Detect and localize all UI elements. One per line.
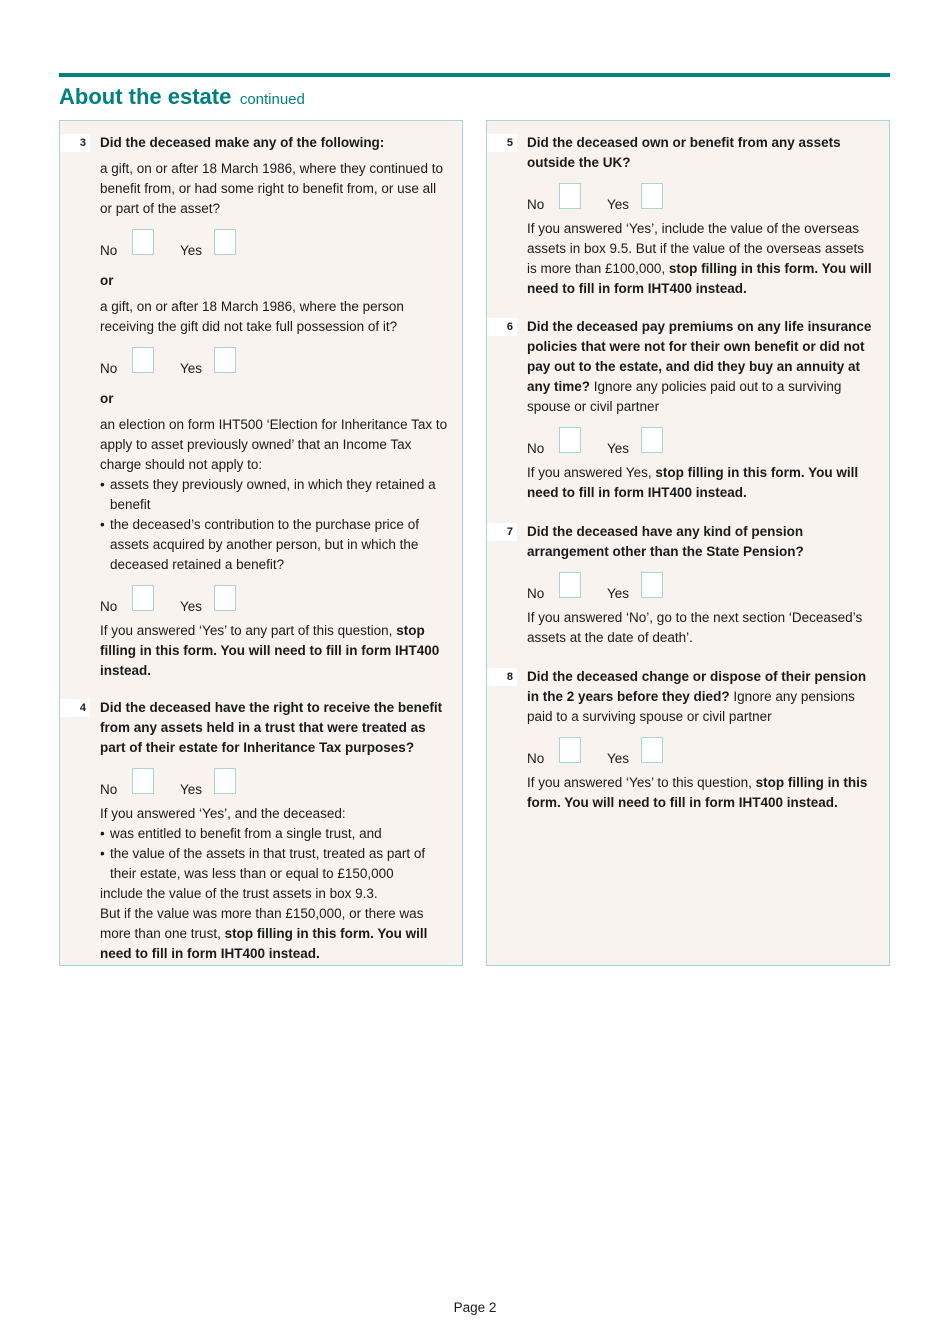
question-part-b: a gift, on or after 18 March 1986, where the person receiving the gift did not take full possession of it? <box>100 299 404 334</box>
question-number: 4 <box>60 699 90 717</box>
instruction-note <box>100 621 448 681</box>
no-checkbox[interactable] <box>132 585 154 611</box>
instruction-text: If you answered Yes, <box>527 465 652 480</box>
instruction-stop: stop filling in this form. You will need to fill in form IHT400 instead. <box>527 465 859 500</box>
no-checkbox[interactable] <box>132 229 154 255</box>
question-title: Did the deceased own or benefit from any assets outside the UK? <box>527 135 841 170</box>
page-number: Page 2 <box>453 1300 497 1315</box>
question-number: 6 <box>487 318 517 336</box>
instruction-stop: stop filling in this form. You will need to fill in form IHT400 instead. <box>527 261 872 296</box>
question-3 <box>79 133 448 681</box>
yes-label: Yes <box>607 441 630 456</box>
question-number: 8 <box>487 668 517 686</box>
question-title: Did the deceased pay premiums on any life insurance policies that were not for their own benefit or did not pay out to the estate, and did they buy an annuity at any time? <box>527 319 872 394</box>
answer-row-7 <box>527 572 875 602</box>
yes-checkbox[interactable] <box>214 347 236 373</box>
page-title-continued: continued <box>239 91 305 108</box>
no-checkbox[interactable] <box>559 737 581 763</box>
answer-row-3c <box>100 585 448 615</box>
answer-row-8 <box>527 737 875 767</box>
page-title <box>59 84 305 110</box>
yes-checkbox[interactable] <box>214 229 236 255</box>
no-checkbox[interactable] <box>559 427 581 453</box>
no-label: No <box>100 599 118 614</box>
no-label: No <box>100 243 118 258</box>
instruction-intro: If you answered ‘Yes’, and the deceased: <box>100 806 346 821</box>
question-part-c: an election on form IHT500 ‘Election for Inheritance Tax to apply to asset previously owned’ that an Income Tax charge should not apply to: <box>100 417 448 472</box>
answer-row-3a <box>100 229 448 259</box>
yes-label: Yes <box>180 782 203 797</box>
question-note: Ignore any policies paid out to a surviving spouse or civil partner <box>527 379 842 414</box>
yes-checkbox[interactable] <box>641 183 663 209</box>
question-8 <box>506 667 875 813</box>
instruction-stop: stop filling in this form. You will need to fill in form IHT400 instead. <box>100 926 428 961</box>
question-7 <box>506 522 875 648</box>
left-panel <box>59 120 463 966</box>
or-separator: or <box>100 273 114 288</box>
question-6 <box>506 317 875 503</box>
question-title-block <box>527 317 875 417</box>
list-item: • assets they previously owned, in which they retained a benefit <box>100 475 448 515</box>
no-checkbox[interactable] <box>132 347 154 373</box>
no-label: No <box>527 751 545 766</box>
question-title: Did the deceased have the right to receive the benefit from any assets held in a trust that were treated as part of their estate for Inheritance Tax purposes? <box>100 700 443 755</box>
top-rule <box>59 73 890 77</box>
no-checkbox[interactable] <box>559 572 581 598</box>
list-item: • the deceased’s contribution to the purchase price of assets acquired by another person, but in which the deceased retained a benefit? <box>100 515 448 575</box>
no-checkbox[interactable] <box>559 183 581 209</box>
instruction-note <box>100 904 448 964</box>
question-number: 7 <box>487 523 517 541</box>
instruction-text: If you answered ‘Yes’ to any part of this question, <box>100 623 393 638</box>
question-4 <box>79 698 448 964</box>
no-label: No <box>100 782 118 797</box>
or-separator: or <box>100 391 114 406</box>
answer-row-3b <box>100 347 448 377</box>
answer-row-4 <box>100 768 448 798</box>
instruction-text: But if the value was more than £150,000, or there was more than one trust, <box>100 906 424 941</box>
bullet-list <box>100 824 448 884</box>
question-title-block <box>527 667 875 727</box>
yes-checkbox[interactable] <box>641 737 663 763</box>
yes-label: Yes <box>180 599 203 614</box>
no-label: No <box>527 586 545 601</box>
question-note: Ignore any pensions paid to a surviving spouse or civil partner <box>527 689 855 724</box>
instruction-stop: stop filling in this form. You will need to fill in form IHT400 instead. <box>527 775 868 810</box>
yes-checkbox[interactable] <box>641 427 663 453</box>
question-title: Did the deceased have any kind of pension arrangement other than the State Pension? <box>527 524 804 559</box>
instruction-note: If you answered ‘No’, go to the next section ‘Deceased’s assets at the date of death’. <box>527 610 863 645</box>
instruction-stop: stop filling in this form. You will need to fill in form IHT400 instead. <box>100 623 440 678</box>
bullet-list <box>100 475 448 575</box>
no-label: No <box>100 361 118 376</box>
instruction-text: If you answered ‘Yes’, include the value of the overseas assets in box 9.5. But if the value of the overseas assets is more than £100,000, <box>527 221 864 276</box>
no-checkbox[interactable] <box>132 768 154 794</box>
list-item: • the value of the assets in that trust, treated as part of their estate, was less than or equal to £150,000 <box>100 844 448 884</box>
yes-label: Yes <box>607 197 630 212</box>
question-number: 3 <box>60 134 90 152</box>
yes-checkbox[interactable] <box>214 768 236 794</box>
yes-checkbox[interactable] <box>214 585 236 611</box>
question-5 <box>506 133 875 299</box>
no-label: No <box>527 197 545 212</box>
instruction-text: If you answered ‘Yes’ to this question, <box>527 775 752 790</box>
instruction-note <box>527 773 875 813</box>
answer-row-6 <box>527 427 875 457</box>
question-title: Did the deceased make any of the following: <box>100 135 385 150</box>
page-title-main: About the estate <box>59 84 232 109</box>
no-label: No <box>527 441 545 456</box>
yes-checkbox[interactable] <box>641 572 663 598</box>
yes-label: Yes <box>180 243 203 258</box>
question-title: Did the deceased change or dispose of their pension in the 2 years before they died? <box>527 669 867 704</box>
yes-label: Yes <box>607 586 630 601</box>
answer-row-5 <box>527 183 875 213</box>
list-item: • was entitled to benefit from a single trust, and <box>100 824 448 844</box>
right-panel <box>486 120 890 966</box>
question-number: 5 <box>487 134 517 152</box>
yes-label: Yes <box>180 361 203 376</box>
yes-label: Yes <box>607 751 630 766</box>
instruction-line: include the value of the trust assets in box 9.3. <box>100 886 378 901</box>
instruction-note <box>527 463 875 503</box>
question-part-a: a gift, on or after 18 March 1986, where they continued to benefit from, or had some right to benefit from, or use all or part of the asset? <box>100 161 443 216</box>
instruction-note <box>527 219 875 299</box>
